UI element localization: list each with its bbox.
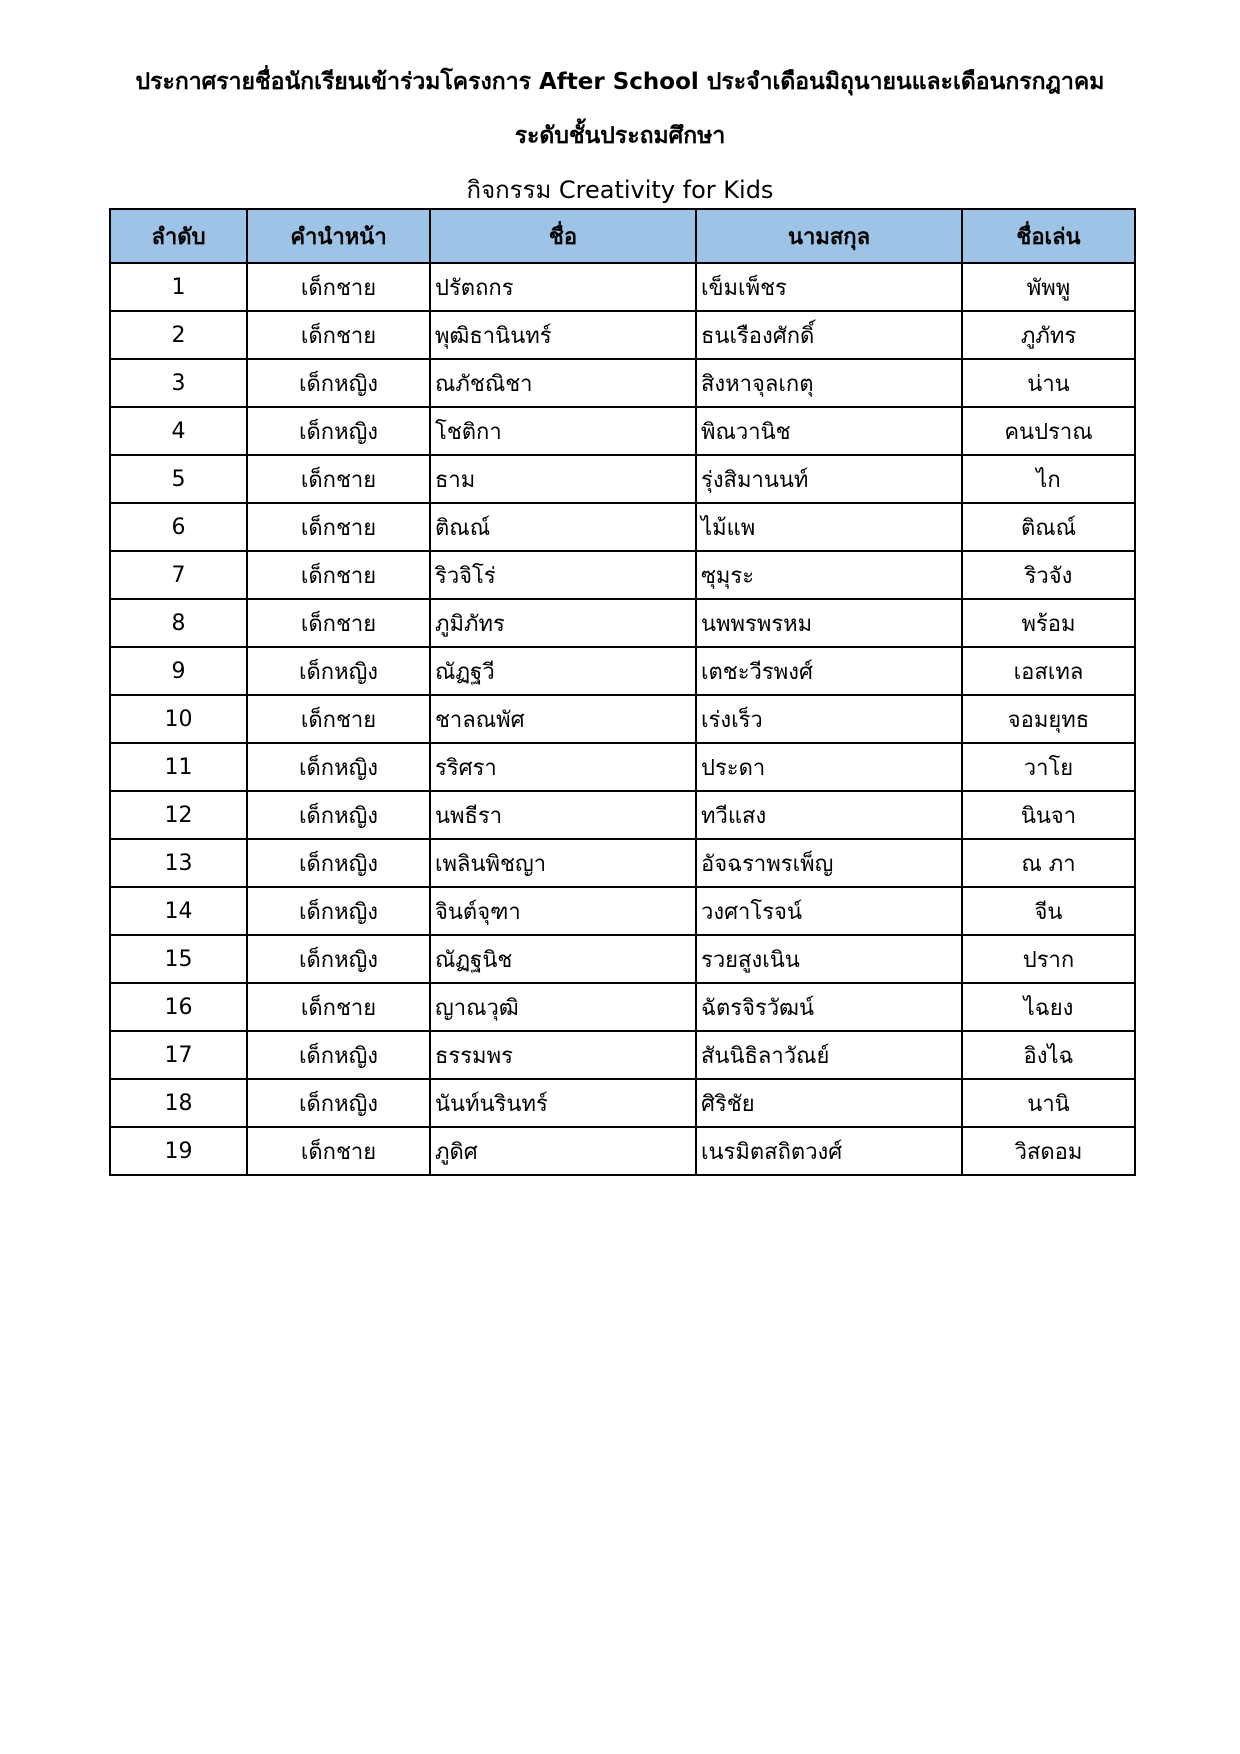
cell-nickname: ณ ภา [962, 839, 1135, 887]
cell-last-name: ธนเรืองศักดิ์ [696, 311, 962, 359]
cell-prefix: เด็กหญิง [247, 887, 430, 935]
cell-first-name: ญาณวุฒิ [430, 983, 696, 1031]
table-row [110, 791, 1135, 839]
student-roster-table [109, 208, 1136, 1176]
cell-order: 1 [110, 263, 247, 311]
cell-nickname: นินจา [962, 791, 1135, 839]
cell-prefix: เด็กหญิง [247, 935, 430, 983]
cell-prefix: เด็กหญิง [247, 1031, 430, 1079]
cell-last-name: สันนิธิลาวัณย์ [696, 1031, 962, 1079]
cell-order: 9 [110, 647, 247, 695]
cell-first-name: ณภัชณิชา [430, 359, 696, 407]
table-row [110, 503, 1135, 551]
table-row [110, 1127, 1135, 1175]
cell-nickname: เอสเทล [962, 647, 1135, 695]
cell-prefix: เด็กชาย [247, 1127, 430, 1175]
cell-last-name: วงศาโรจน์ [696, 887, 962, 935]
cell-last-name: ทวีแสง [696, 791, 962, 839]
cell-prefix: เด็กหญิง [247, 839, 430, 887]
cell-nickname: ภูภัทร [962, 311, 1135, 359]
cell-prefix: เด็กชาย [247, 551, 430, 599]
cell-nickname: พัพพู [962, 263, 1135, 311]
cell-last-name: ศิริชัย [696, 1079, 962, 1127]
cell-nickname: ไก [962, 455, 1135, 503]
cell-nickname: คนปราณ [962, 407, 1135, 455]
cell-first-name: ภูมิภัทร [430, 599, 696, 647]
cell-order: 14 [110, 887, 247, 935]
cell-prefix: เด็กหญิง [247, 1079, 430, 1127]
cell-order: 5 [110, 455, 247, 503]
cell-last-name: ซุมุระ [696, 551, 962, 599]
table-row [110, 311, 1135, 359]
column-header-order: ลำดับ [110, 209, 247, 263]
table-row [110, 1079, 1135, 1127]
table-row [110, 599, 1135, 647]
cell-last-name: รวยสูงเนิน [696, 935, 962, 983]
column-header-first-name: ชื่อ [430, 209, 696, 263]
table-row [110, 935, 1135, 983]
cell-nickname: ริวจัง [962, 551, 1135, 599]
cell-order: 17 [110, 1031, 247, 1079]
cell-first-name: ธาม [430, 455, 696, 503]
cell-nickname: น่าน [962, 359, 1135, 407]
cell-first-name: ณัฏฐวี [430, 647, 696, 695]
table-row [110, 407, 1135, 455]
cell-first-name: รริศรา [430, 743, 696, 791]
cell-prefix: เด็กหญิง [247, 647, 430, 695]
cell-order: 10 [110, 695, 247, 743]
cell-last-name: พิณวานิช [696, 407, 962, 455]
cell-prefix: เด็กชาย [247, 263, 430, 311]
table-row [110, 647, 1135, 695]
cell-first-name: ชาลณพัศ [430, 695, 696, 743]
cell-first-name: นพธีรา [430, 791, 696, 839]
cell-nickname: ติณณ์ [962, 503, 1135, 551]
cell-order: 2 [110, 311, 247, 359]
cell-nickname: ไฉยง [962, 983, 1135, 1031]
cell-prefix: เด็กชาย [247, 455, 430, 503]
table-body [110, 263, 1135, 1175]
cell-first-name: จินต์จุฑา [430, 887, 696, 935]
cell-nickname: จีน [962, 887, 1135, 935]
cell-first-name: นันท์นรินทร์ [430, 1079, 696, 1127]
cell-prefix: เด็กชาย [247, 503, 430, 551]
cell-last-name: เข็มเพ็ชร [696, 263, 962, 311]
cell-order: 12 [110, 791, 247, 839]
table-row [110, 455, 1135, 503]
cell-first-name: ปรัตถกร [430, 263, 696, 311]
cell-first-name: โชติกา [430, 407, 696, 455]
cell-nickname: จอมยุทธ [962, 695, 1135, 743]
cell-nickname: นานิ [962, 1079, 1135, 1127]
cell-first-name: เพลินพิชญา [430, 839, 696, 887]
cell-order: 11 [110, 743, 247, 791]
cell-last-name: เนรมิตสถิตวงศ์ [696, 1127, 962, 1175]
cell-prefix: เด็กชาย [247, 695, 430, 743]
column-header-prefix: คำนำหน้า [247, 209, 430, 263]
column-header-last-name: นามสกุล [696, 209, 962, 263]
cell-prefix: เด็กหญิง [247, 791, 430, 839]
cell-last-name: เตชะวีรพงศ์ [696, 647, 962, 695]
cell-order: 6 [110, 503, 247, 551]
table-header-row [110, 209, 1135, 263]
cell-first-name: ธรรมพร [430, 1031, 696, 1079]
table-row [110, 743, 1135, 791]
cell-nickname: ปราก [962, 935, 1135, 983]
cell-order: 4 [110, 407, 247, 455]
cell-first-name: ริวจิโร่ [430, 551, 696, 599]
table-row [110, 695, 1135, 743]
table-row [110, 359, 1135, 407]
cell-order: 18 [110, 1079, 247, 1127]
cell-prefix: เด็กชาย [247, 983, 430, 1031]
cell-first-name: ณัฏฐนิช [430, 935, 696, 983]
cell-last-name: ไม้แพ [696, 503, 962, 551]
cell-nickname: พร้อม [962, 599, 1135, 647]
cell-first-name: ติณณ์ [430, 503, 696, 551]
cell-last-name: สิงหาจุลเกตุ [696, 359, 962, 407]
cell-first-name: ภูดิศ [430, 1127, 696, 1175]
cell-order: 16 [110, 983, 247, 1031]
table-row [110, 983, 1135, 1031]
column-header-nickname: ชื่อเล่น [962, 209, 1135, 263]
cell-last-name: ฉัตรจิรวัฒน์ [696, 983, 962, 1031]
cell-first-name: พุฒิธานินทร์ [430, 311, 696, 359]
cell-last-name: รุ่งสิมานนท์ [696, 455, 962, 503]
cell-order: 13 [110, 839, 247, 887]
activity-subtitle: กิจกรรม Creativity for Kids [466, 176, 774, 204]
cell-last-name: เร่งเร็ว [696, 695, 962, 743]
cell-last-name: นพพรพรหม [696, 599, 962, 647]
table-row [110, 887, 1135, 935]
cell-prefix: เด็กหญิง [247, 407, 430, 455]
cell-prefix: เด็กชาย [247, 311, 430, 359]
table-row [110, 263, 1135, 311]
table-row [110, 839, 1135, 887]
announcement-title: ประกาศรายชื่อนักเรียนเข้าร่วมโครงการ After School ประจำเดือนมิถุนายนและเดือนกรกฎาคม [135, 69, 1105, 95]
table-row [110, 551, 1135, 599]
cell-last-name: ประดา [696, 743, 962, 791]
cell-nickname: วิสดอม [962, 1127, 1135, 1175]
cell-order: 15 [110, 935, 247, 983]
cell-last-name: อัจฉราพรเพ็ญ [696, 839, 962, 887]
education-level-subtitle: ระดับชั้นประถมศึกษา [514, 123, 726, 149]
cell-nickname: อิงไฉ [962, 1031, 1135, 1079]
cell-prefix: เด็กหญิง [247, 743, 430, 791]
table-row [110, 1031, 1135, 1079]
cell-prefix: เด็กชาย [247, 599, 430, 647]
cell-order: 19 [110, 1127, 247, 1175]
cell-order: 3 [110, 359, 247, 407]
cell-order: 8 [110, 599, 247, 647]
cell-nickname: วาโย [962, 743, 1135, 791]
cell-prefix: เด็กหญิง [247, 359, 430, 407]
cell-order: 7 [110, 551, 247, 599]
